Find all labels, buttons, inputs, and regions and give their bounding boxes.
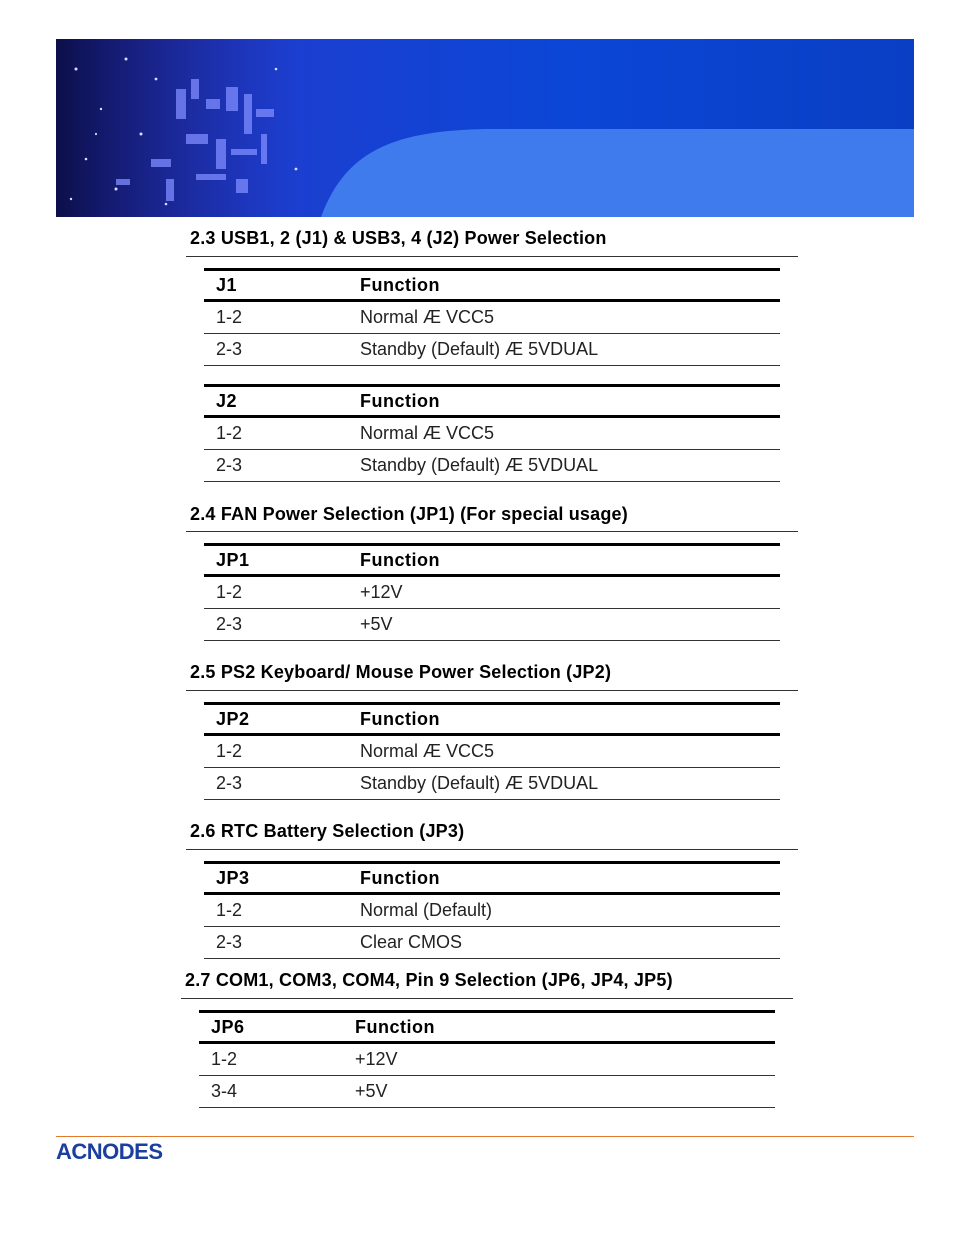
- section-title-2-4: 2.4 FAN Power Selection (JP1) (For special usage): [190, 504, 628, 524]
- header-jumper: JP3: [216, 867, 250, 888]
- function-cell: Normal Æ VCC5: [360, 307, 495, 327]
- header-jumper: J2: [216, 390, 238, 411]
- table-row: [204, 768, 780, 800]
- section-title-2-7: 2.7 COM1, COM3, COM4, Pin 9 Selection (JP6, JP4, JP5): [185, 970, 673, 990]
- jumper-table-jp2: [204, 702, 780, 800]
- table-row: [199, 1043, 775, 1076]
- header-function: Function: [355, 1016, 435, 1037]
- header-jumper: JP2: [216, 708, 250, 729]
- table-row: [204, 417, 780, 450]
- function-cell: Clear CMOS: [360, 932, 463, 952]
- table-row: [204, 450, 780, 482]
- function-cell: +5V: [355, 1081, 388, 1101]
- table-row: [204, 576, 780, 609]
- table-row: [204, 334, 780, 366]
- section-title-2-3: 2.3 USB1, 2 (J1) & USB3, 4 (J2) Power Selection: [190, 228, 607, 248]
- function-cell: +12V: [360, 582, 403, 602]
- table-row: [204, 301, 780, 334]
- table-header-row: [204, 704, 780, 735]
- jumper-table-jp6: [199, 1010, 775, 1108]
- table-header-row: [204, 863, 780, 894]
- table-row: [204, 894, 780, 927]
- jumper-table-j1: [204, 268, 780, 366]
- section-divider: [186, 849, 798, 850]
- jumper-table-j2: [204, 384, 780, 482]
- section-divider: [186, 531, 798, 532]
- function-cell: Standby (Default) Æ 5VDUAL: [360, 339, 599, 359]
- table-header-row: [204, 270, 780, 301]
- pin-cell: 2-3: [216, 932, 243, 952]
- jumper-table-jp1: [204, 543, 780, 641]
- acnodes-logo: [56, 1137, 216, 1163]
- pin-cell: 2-3: [216, 773, 243, 793]
- pin-cell: 1-2: [211, 1049, 238, 1069]
- section-divider: [186, 256, 798, 257]
- function-cell: +12V: [355, 1049, 398, 1069]
- table-header-row: [199, 1012, 775, 1043]
- header-jumper: J1: [216, 274, 238, 295]
- function-cell: +5V: [360, 614, 393, 634]
- header-function: Function: [360, 390, 440, 411]
- pin-cell: 3-4: [211, 1081, 238, 1101]
- header-jumper: JP6: [211, 1016, 245, 1037]
- table-header-row: [204, 545, 780, 576]
- section-divider: [181, 998, 793, 999]
- function-cell: Normal (Default): [360, 900, 493, 920]
- section-divider: [186, 690, 798, 691]
- header-function: Function: [360, 708, 440, 729]
- header-function: Function: [360, 867, 440, 888]
- pin-cell: 1-2: [216, 900, 243, 920]
- table-row: [204, 609, 780, 641]
- pin-cell: 1-2: [216, 741, 243, 761]
- pin-cell: 2-3: [216, 455, 243, 475]
- pin-cell: 1-2: [216, 582, 243, 602]
- table-row: [204, 927, 780, 959]
- header-jumper: JP1: [216, 549, 250, 570]
- function-cell: Standby (Default) Æ 5VDUAL: [360, 773, 599, 793]
- function-cell: Standby (Default) Æ 5VDUAL: [360, 455, 599, 475]
- pin-cell: 2-3: [216, 614, 243, 634]
- header-function: Function: [360, 549, 440, 570]
- pin-cell: 1-2: [216, 307, 243, 327]
- function-cell: Normal Æ VCC5: [360, 423, 495, 443]
- table-header-row: [204, 386, 780, 417]
- header-banner: [56, 39, 914, 217]
- table-row: [204, 735, 780, 768]
- circuit-board-banner-graphic: [56, 39, 914, 217]
- function-cell: Normal Æ VCC5: [360, 741, 495, 761]
- header-function: Function: [360, 274, 440, 295]
- table-row: [199, 1076, 775, 1108]
- jumper-table-jp3: [204, 861, 780, 959]
- pin-cell: 1-2: [216, 423, 243, 443]
- logo-wordmark: ACNODES: [56, 1139, 163, 1163]
- section-title-2-5: 2.5 PS2 Keyboard/ Mouse Power Selection (JP2): [190, 662, 612, 682]
- pin-cell: 2-3: [216, 339, 243, 359]
- section-title-2-6: 2.6 RTC Battery Selection (JP3): [190, 821, 465, 841]
